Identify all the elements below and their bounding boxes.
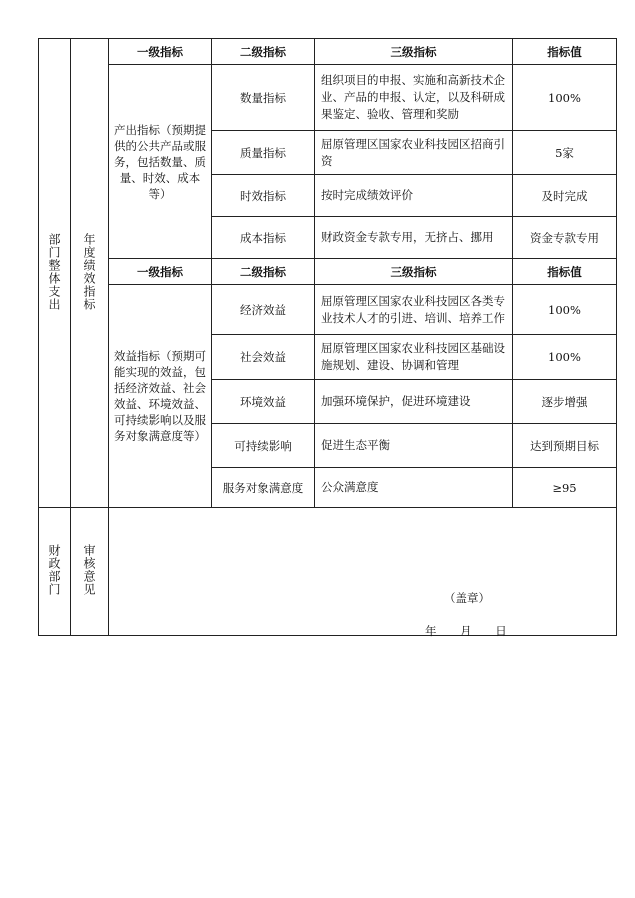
section-review-opinion: 审核意见 xyxy=(71,508,109,636)
benefit-l2-environment: 环境效益 xyxy=(212,380,315,424)
benefit-value-environment: 逐步增强 xyxy=(513,380,617,424)
header-level3: 三级指标 xyxy=(315,39,513,65)
output-value-cost: 资金专款专用 xyxy=(513,217,617,259)
benefit-l2-social: 社会效益 xyxy=(212,335,315,380)
benefit-l3-economic: 屈原管理区国家农业科技园区各类专业技术人才的引进、培训、培养工作 xyxy=(315,285,513,335)
benefit-l2-sustainability: 可持续影响 xyxy=(212,424,315,468)
section-annual-indicators: 年度绩效指标 xyxy=(71,39,109,508)
benefit-l2-satisfaction: 服务对象满意度 xyxy=(212,468,315,508)
benefit-l3-social: 屈原管理区国家农业科技园区基础设施规划、建设、协调和管理 xyxy=(315,335,513,380)
header2-level2: 二级指标 xyxy=(212,259,315,285)
output-l2-timeliness: 时效指标 xyxy=(212,175,315,217)
output-l3-quality: 屈原管理区国家农业科技园区招商引资 xyxy=(315,131,513,175)
benefit-value-satisfaction: ≥95 xyxy=(513,468,617,508)
seal-label: （盖章） xyxy=(444,591,490,605)
benefit-l2-economic: 经济效益 xyxy=(212,285,315,335)
benefit-l3-environment: 加强环境保护，促进环境建设 xyxy=(315,380,513,424)
output-value-quantity: 100% xyxy=(513,65,617,131)
output-level1-cell: 产出指标（预期提供的公共产品或服务，包括数量、质量、时效、成本等） xyxy=(109,65,212,259)
header-value: 指标值 xyxy=(513,39,617,65)
output-l3-timeliness: 按时完成绩效评价 xyxy=(315,175,513,217)
section-finance-dept: 财政部门 xyxy=(39,508,71,636)
benefit-value-social: 100% xyxy=(513,335,617,380)
benefit-value-economic: 100% xyxy=(513,285,617,335)
header2-level3: 三级指标 xyxy=(315,259,513,285)
output-value-timeliness: 及时完成 xyxy=(513,175,617,217)
output-l2-quality: 质量指标 xyxy=(212,131,315,175)
date-label: 年 月 日 xyxy=(425,624,507,638)
header2-level1: 一级指标 xyxy=(109,259,212,285)
output-l2-quantity: 数量指标 xyxy=(212,65,315,131)
section-dept-total: 部门整体支出 xyxy=(39,39,71,508)
output-l3-cost: 财政资金专款专用，无挤占、挪用 xyxy=(315,217,513,259)
benefit-l3-satisfaction: 公众满意度 xyxy=(315,468,513,508)
review-opinion-area xyxy=(109,508,617,636)
benefit-value-sustainability: 达到预期目标 xyxy=(513,424,617,468)
performance-table xyxy=(38,38,617,636)
output-value-quality: 5家 xyxy=(513,131,617,175)
header-level1: 一级指标 xyxy=(109,39,212,65)
output-l2-cost: 成本指标 xyxy=(212,217,315,259)
benefit-level1-cell: 效益指标（预期可能实现的效益，包括经济效益、社会效益、环境效益、可持续影响以及服务对象满意度等） xyxy=(109,285,212,508)
output-l3-quantity: 组织项目的申报、实施和高新技术企业、产品的申报、认定，以及科研成果鉴定、验收、管理和奖励 xyxy=(315,65,513,131)
benefit-l3-sustainability: 促进生态平衡 xyxy=(315,424,513,468)
header2-value: 指标值 xyxy=(513,259,617,285)
header-level2: 二级指标 xyxy=(212,39,315,65)
